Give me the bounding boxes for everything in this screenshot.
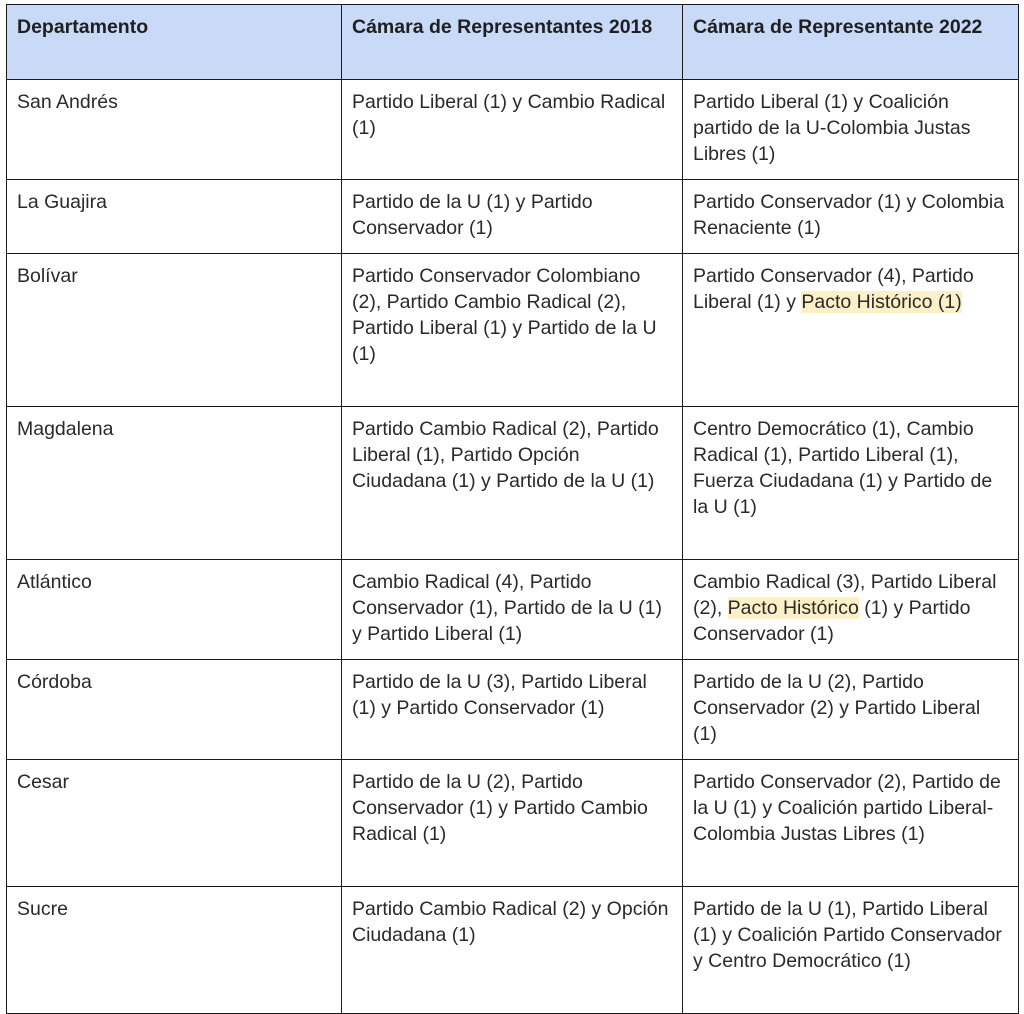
cell-departamento: Sucre — [7, 887, 342, 1014]
table-row — [7, 560, 1019, 660]
cell-departamento: Bolívar — [7, 254, 342, 407]
cell-camara-2022 — [683, 560, 1019, 660]
highlighted-text: Pacto Histórico — [727, 597, 859, 619]
table-header-row — [7, 5, 1019, 80]
cell-camara-2018: Partido de la U (2), Partido Conservador (1) y Partido Cambio Radical (1) — [342, 760, 683, 887]
cell-departamento: Atlántico — [7, 560, 342, 660]
cell-departamento: La Guajira — [7, 180, 342, 254]
results-table-container — [6, 4, 1019, 1014]
cell-text: Cambio Radical (3), Partido Liberal (2), — [693, 571, 997, 619]
cell-camara-2018: Partido de la U (3), Partido Liberal (1) y Partido Conservador (1) — [342, 660, 683, 760]
highlighted-text: Pacto Histórico (1) — [801, 291, 962, 313]
cell-camara-2022 — [683, 254, 1019, 407]
table-row — [7, 180, 1019, 254]
header-camara-2022: Cámara de Representante 2022 — [683, 5, 1019, 80]
cell-departamento: Magdalena — [7, 407, 342, 560]
cell-text: Partido Conservador (4), Partido Liberal (1) y — [693, 265, 974, 313]
cell-departamento: Cesar — [7, 760, 342, 887]
cell-camara-2018: Partido Liberal (1) y Cambio Radical (1) — [342, 80, 683, 180]
cell-camara-2022: Partido de la U (2), Partido Conservador (2) y Partido Liberal (1) — [683, 660, 1019, 760]
cell-camara-2018: Partido Cambio Radical (2), Partido Liberal (1), Partido Opción Ciudadana (1) y Partido de la U (1) — [342, 407, 683, 560]
cell-camara-2018: Partido Conservador Colombiano (2), Partido Cambio Radical (2), Partido Liberal (1) y Partido de la U (1) — [342, 254, 683, 407]
table-row — [7, 660, 1019, 760]
header-departamento: Departamento — [7, 5, 342, 80]
table-row — [7, 887, 1019, 1014]
cell-departamento: Córdoba — [7, 660, 342, 760]
table-row — [7, 760, 1019, 887]
results-table — [6, 4, 1019, 1014]
cell-camara-2022: Centro Democrático (1), Cambio Radical (1), Partido Liberal (1), Fuerza Ciudadana (1) y Partido de la U (1) — [683, 407, 1019, 560]
cell-camara-2022: Partido Liberal (1) y Coalición partido de la U-Colombia Justas Libres (1) — [683, 80, 1019, 180]
header-camara-2018: Cámara de Representantes 2018 — [342, 5, 683, 80]
cell-departamento: San Andrés — [7, 80, 342, 180]
cell-text: (1) y Partido Conservador (1) — [693, 597, 971, 645]
cell-camara-2018: Partido Cambio Radical (2) y Opción Ciudadana (1) — [342, 887, 683, 1014]
table-row — [7, 407, 1019, 560]
cell-camara-2018: Cambio Radical (4), Partido Conservador (1), Partido de la U (1) y Partido Liberal (1) — [342, 560, 683, 660]
cell-camara-2022: Partido Conservador (2), Partido de la U (1) y Coalición partido Liberal-Colombia Justas Libres (1) — [683, 760, 1019, 887]
cell-camara-2022: Partido Conservador (1) y Colombia Renaciente (1) — [683, 180, 1019, 254]
cell-camara-2022: Partido de la U (1), Partido Liberal (1) y Coalición Partido Conservador y Centro Democrático (1) — [683, 887, 1019, 1014]
cell-camara-2018: Partido de la U (1) y Partido Conservador (1) — [342, 180, 683, 254]
table-row — [7, 80, 1019, 180]
table-row — [7, 254, 1019, 407]
